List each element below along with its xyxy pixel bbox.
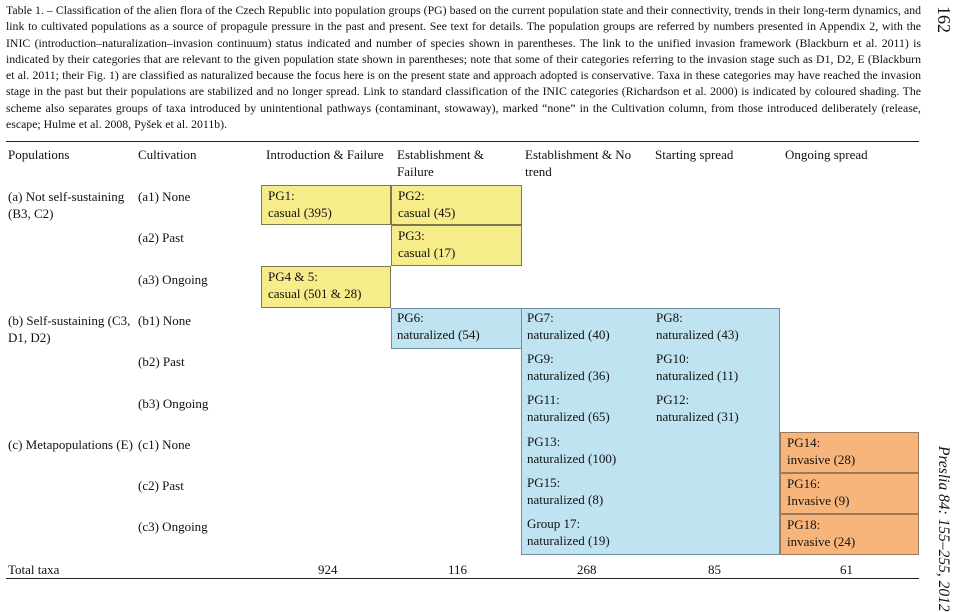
cell-pg3 [391,225,522,266]
population-c: (c) Metapopulations (E) [8,437,133,452]
pg15-status: naturalized (8) [527,492,604,507]
table-caption [6,2,921,132]
cell-pg6 [391,308,522,343]
cultivation-b2: (b2) Past [138,354,185,369]
g17-name: Group 17: [527,516,581,531]
total-establishment-no-trend: 268 [577,562,597,577]
total-introduction-failure: 924 [318,562,338,577]
header-starting-spread: Starting spread [655,147,734,162]
cell-pg9 [521,349,650,384]
total-ongoing-spread: 61 [840,562,853,577]
cell-pg11 [521,390,650,425]
journal-citation: Preslia 84: 155–255, 2012 [935,446,952,612]
cell-pg18 [780,514,919,555]
total-establishment-failure: 116 [448,562,468,577]
header-populations: Populations [8,147,70,162]
pg11-name: PG11: [527,392,560,407]
pg8-name: PG8: [656,310,683,325]
pg12-status: naturalized (31) [656,409,739,424]
pg9-status: naturalized (36) [527,368,610,383]
pg9-name: PG9: [527,351,554,366]
pg8-status: naturalized (43) [656,327,739,342]
totals-label: Total taxa [8,562,60,577]
cultivation-b1: (b1) None [138,313,192,328]
cell-pg13 [521,432,650,467]
pg14-name: PG14: [787,435,821,450]
pg1-status: casual (395) [268,205,332,220]
cell-pg2 [391,185,522,225]
pg2-status: casual (45) [398,205,456,220]
cultivation-a2: (a2) Past [138,230,184,245]
g17-status: naturalized (19) [527,533,610,548]
cultivation-c2: (c2) Past [138,478,184,493]
pg15-name: PG15: [527,475,561,490]
pg10-name: PG10: [656,351,690,366]
cultivation-a1: (a1) None [138,189,191,204]
pg45-status: casual (501 & 28) [268,286,362,301]
cell-pg14 [780,432,919,473]
total-starting-spread: 85 [708,562,721,577]
table-top-rule [6,141,919,142]
header-cultivation: Cultivation [138,147,197,162]
pg18-name: PG18: [787,517,821,532]
population-a: (a) Not self-sustaining (B3, C2) [8,189,125,221]
page-number: 162 [934,6,954,33]
cell-pg1 [261,185,391,225]
pg6-status: naturalized (54) [397,327,480,342]
pg3-name: PG3: [398,228,425,243]
cultivation-b3: (b3) Ongoing [138,396,209,411]
pg18-status: invasive (24) [787,534,856,549]
pg13-status: naturalized (100) [527,451,617,466]
header-establishment-no-trend: Establishment & No trend [525,147,632,179]
cultivation-c1: (c1) None [138,437,191,452]
cell-pg10 [650,349,780,384]
caption-text: Table 1. – Classification of the alien flora of the Czech Republic into population groups (PG) based on the current population state and their connectivity, trends in their long-term dynamics, and link to cultivated populations as a source of propagule pressure in the past and present. See text for details. The population groups are referred by numbers presented in Appendix 2, with the INIC (introduction–naturalization–invasion continuum) status indicated and number of species shown in parentheses. The link to the unified invasion framework (Blackburn et al. 2011) is indicated by their categories that are relevant to the given population state shown in parentheses; note that some of their categories referring to the invasion stage such as D1, D2, E (Blackburn et al. 2011; their Fig. 1) are classified as naturalized because the focus here is on the present state and approach adopted is conservative. Taxa in these categories may have reached the invasion stage in the past but their populations are stabilized and no longer spread. Link to standard classification of the INIC categories (Richardson et al. 2000) is indicated by coloured shading. The scheme also separates groups of taxa introduced by unintentional pathways (contaminant, stowaway), marked “none” in the Cultivation column, from those introduced deliberately (release, escape; Hulme et al. 2008, Pyšek et al. 2011b). [6,3,921,132]
pg11-status: naturalized (65) [527,409,610,424]
cell-pg12 [650,390,780,425]
pg3-status: casual (17) [398,245,456,260]
cultivation-c3: (c3) Ongoing [138,519,208,534]
cell-pg8 [650,308,780,343]
header-establishment-failure: Establishment & Failure [397,147,485,179]
pg12-name: PG12: [656,392,690,407]
cultivation-a3: (a3) Ongoing [138,272,208,287]
pg10-status: naturalized (11) [656,368,739,383]
cell-group17 [521,514,650,549]
pg16-name: PG16: [787,476,821,491]
cell-pg15 [521,473,650,508]
header-introduction-failure: Introduction & Failure [266,147,384,162]
cell-pg7 [521,308,650,343]
header-ongoing-spread: Ongoing spread [785,147,868,162]
cell-pg16 [780,473,919,514]
pg6-name: PG6: [397,310,424,325]
pg7-name: PG7: [527,310,554,325]
pg2-name: PG2: [398,188,425,203]
cell-pg4-5 [261,266,391,308]
population-b: (b) Self-sustaining (C3, D1, D2) [8,313,131,345]
pg14-status: invasive (28) [787,452,856,467]
pg13-name: PG13: [527,434,561,449]
pg45-name: PG4 & 5: [268,269,318,284]
pg16-status: Invasive (9) [787,493,850,508]
table-bottom-rule [6,578,919,579]
pg7-status: naturalized (40) [527,327,610,342]
pg1-name: PG1: [268,188,295,203]
